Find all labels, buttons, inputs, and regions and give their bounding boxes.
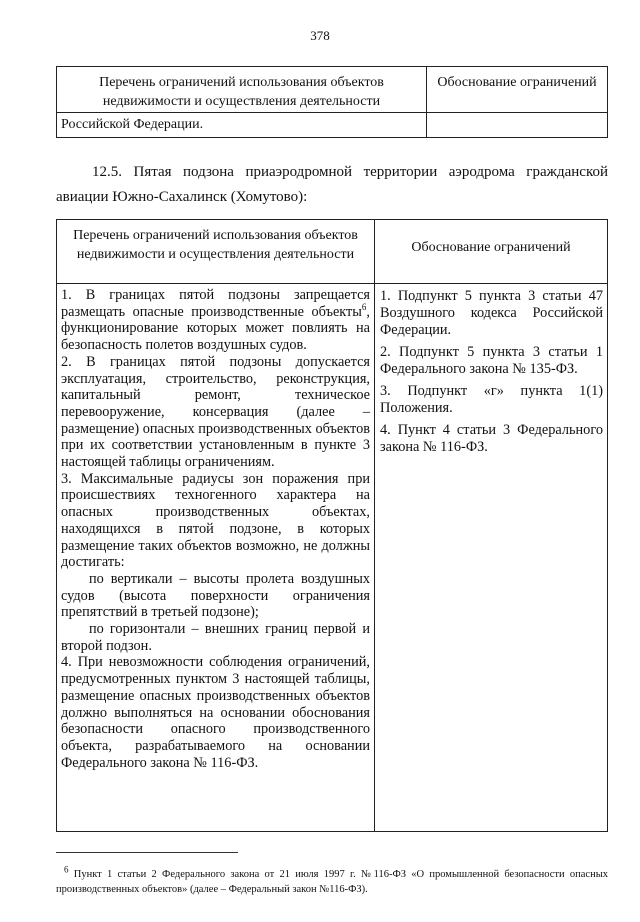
section-heading: 12.5. Пятая подзона приаэродромной территории аэродрома гражданской авиации Южно-Сахалинск (Хомутово): bbox=[56, 164, 608, 205]
restrictions-cell bbox=[57, 284, 375, 832]
justification-item-2: 2. Подпункт 5 пункта 3 статьи 1 Федерального закона № 135-ФЗ. bbox=[380, 344, 603, 377]
restriction-item-1 bbox=[61, 287, 370, 354]
restriction-item-3-vertical: по вертикали – высоты пролета воздушных судов (высота поверхности ограничения препятствий в третьей подзоне); bbox=[61, 570, 370, 621]
justification-item-3: 3. Подпункт «г» пункта 1(1) Положения. bbox=[380, 383, 603, 416]
table1-row-justification bbox=[427, 113, 608, 138]
footnote bbox=[56, 864, 608, 897]
justification-item-1: 1. Подпункт 5 пункта 3 статьи 47 Воздушного кодекса Российской Федерации. bbox=[380, 288, 603, 338]
footnote-marker: 6 bbox=[64, 864, 69, 875]
page-number: 378 bbox=[310, 28, 330, 43]
subzone-five-table bbox=[56, 219, 608, 832]
justification-cell bbox=[375, 284, 608, 832]
table1-row-restrictions: Российской Федерации. bbox=[57, 113, 427, 138]
restriction-item-1-text: 1. В границах пятой подзоны запрещается размещать опасные производственные объекты bbox=[61, 287, 370, 320]
footnote-divider bbox=[56, 852, 238, 853]
footnote-text: Пункт 1 статьи 2 Федерального закона от 21 июля 1997 г. №116-ФЗ «О промышленной безопасности опасных производственных объектов» (далее – Федеральный закон №116-ФЗ). bbox=[56, 869, 608, 895]
restriction-item-4: 4. При невозможности соблюдения ограничений, предусмотренных пунктом 3 настоящей таблицы, размещение опасных производственных объектов должно выполняться на основании обоснования безопасности опасного производственного объекта, разрабатываемого на основании Федерального закона № 116-ФЗ. bbox=[61, 654, 370, 771]
continuation-table bbox=[56, 66, 608, 138]
restriction-item-3: 3. Максимальные радиусы зон поражения при происшествиях техногенного характера на опасных производственных объектах, находящихся в пятой подзоне, в которых размещение таких объектов возможно, не должны достигать: bbox=[61, 470, 370, 571]
table1-header-justification: Обоснование ограничений bbox=[427, 67, 608, 113]
restriction-item-3-horizontal: по горизонтали – внешних границ первой и второй подзон. bbox=[61, 621, 370, 654]
table1-header-restrictions: Перечень ограничений использования объектов недвижимости и осуществления деятельности bbox=[57, 67, 427, 113]
justification-item-4: 4. Пункт 4 статьи 3 Федерального закона № 116-ФЗ. bbox=[380, 422, 603, 455]
restriction-item-1-text-cont: , функционирование которых может повлиять на безопасность полетов воздушных судов. bbox=[61, 303, 370, 354]
footnote-ref: 6 bbox=[361, 301, 367, 312]
table2-header-justification: Обоснование ограничений bbox=[375, 220, 608, 284]
restriction-item-2: 2. В границах пятой подзоны допускается эксплуатация, строительство, реконструкция, капитальный ремонт, техническое перевооружение, консервация (далее – размещение) опасных производственных объектов при их соответствии установленным в пункте 3 настоящей таблицы ограничениям. bbox=[61, 353, 370, 471]
table2-header-restrictions: Перечень ограничений использования объектов недвижимости и осуществления деятельности bbox=[57, 220, 375, 284]
